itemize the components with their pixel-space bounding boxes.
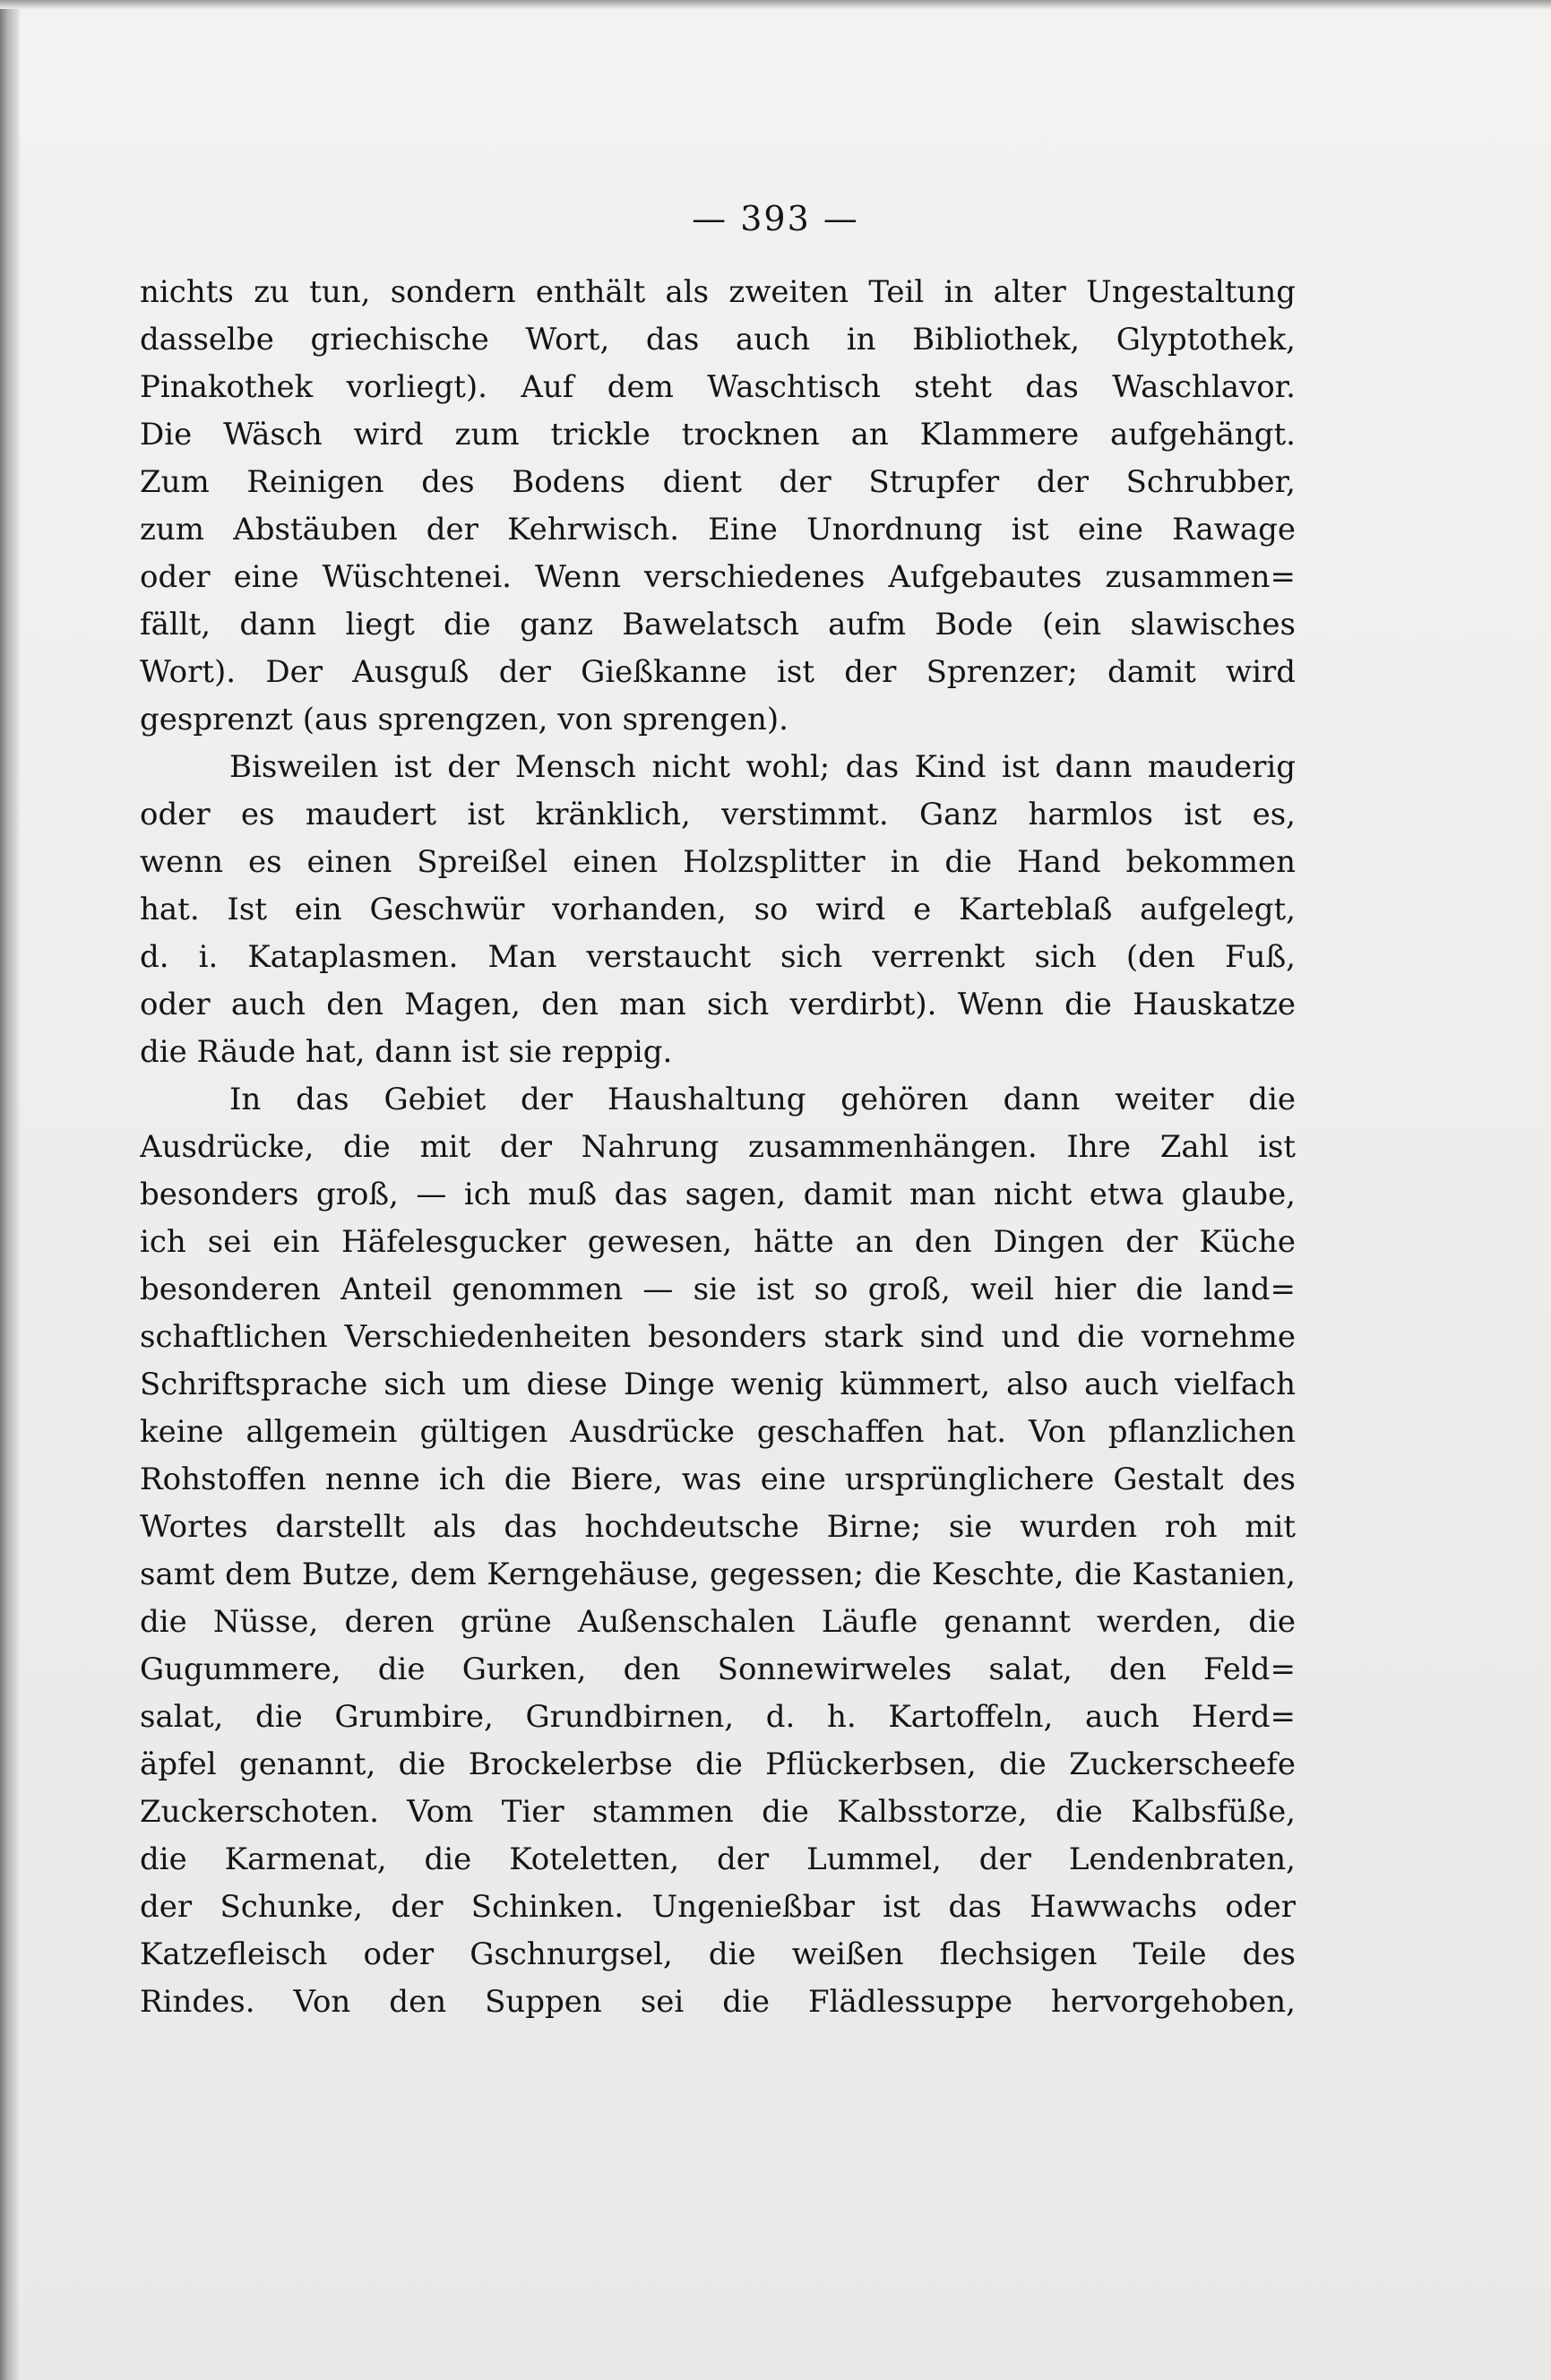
text-line: Zum Reinigen des Bodens dient der Strupfer der Schrubber, <box>140 464 1296 500</box>
text-line: oder es maudert ist kränklich, verstimmt. Ganz harmlos ist es, <box>140 797 1296 832</box>
text-line: oder auch den Magen, den man sich verdirbt). Wenn die Hauskatze <box>140 987 1296 1022</box>
text-line: der Schunke, der Schinken. Ungenießbar ist das Hawwachs oder <box>140 1889 1296 1925</box>
page-number: — 393 — <box>692 199 859 238</box>
text-line: Wortes darstellt als das hochdeutsche Birne; sie wurden roh mit <box>140 1509 1296 1545</box>
text-line: besonderen Anteil genommen — sie ist so groß, weil hier die land= <box>140 1272 1296 1307</box>
text-line: Pinakothek vorliegt). Auf dem Waschtisch steht das Waschlavor. <box>140 369 1296 405</box>
text-line: Schriftsprache sich um diese Dinge wenig kümmert, also auch vielfach <box>140 1367 1296 1402</box>
paragraph-first-line: Bisweilen ist der Mensch nicht wohl; das Kind ist dann mauderig <box>229 749 1296 785</box>
body-text <box>140 269 1296 2026</box>
text-line: d. i. Kataplasmen. Man verstaucht sich verrenkt sich (den Fuß, <box>140 939 1296 975</box>
text-line: keine allgemein gültigen Ausdrücke geschaffen hat. Von pflanzlichen <box>140 1414 1296 1450</box>
scan-shadow-left <box>0 0 20 2380</box>
text-line: salat, die Grumbire, Grundbirnen, d. h. Kartoffeln, auch Herd= <box>140 1699 1296 1735</box>
text-line: besonders groß, — ich muß das sagen, damit man nicht etwa glaube, <box>140 1177 1296 1212</box>
text-line: Die Wäsch wird zum trickle trocknen an Klammere aufgehängt. <box>140 417 1296 453</box>
paragraph-first-line: In das Gebiet der Haushaltung gehören dann weiter die <box>229 1082 1296 1117</box>
text-line: Katzefleisch oder Gschnurgsel, die weißen flechsigen Teile des <box>140 1936 1296 1972</box>
text-line: fällt, dann liegt die ganz Bawelatsch aufm Bode (ein slawisches <box>140 607 1296 642</box>
text-line: Ausdrücke, die mit der Nahrung zusammenhängen. Ihre Zahl ist <box>140 1129 1296 1165</box>
text-line: dasselbe griechische Wort, das auch in Bibliothek, Glyptothek, <box>140 322 1296 358</box>
text-line: Wort). Der Ausguß der Gießkanne ist der Sprenzer; damit wird <box>140 654 1296 690</box>
text-line: samt dem Butze, dem Kerngehäuse, gegessen; die Keschte, die Kastanien, <box>140 1556 1296 1592</box>
scan-shadow-top <box>0 0 1551 9</box>
text-line: nichts zu tun, sondern enthält als zweiten Teil in alter Ungestaltung <box>140 274 1296 310</box>
text-line: äpfel genannt, die Brockelerbse die Pflückerbsen, die Zuckerscheefe <box>140 1746 1296 1782</box>
text-line: schaftlichen Verschiedenheiten besonders stark sind und die vornehme <box>140 1319 1296 1355</box>
text-line: hat. Ist ein Geschwür vorhanden, so wird e Karteblaß aufgelegt, <box>140 892 1296 927</box>
text-line: zum Abstäuben der Kehrwisch. Eine Unordnung ist eine Rawage <box>140 512 1296 548</box>
text-line: ich sei ein Häfelesgucker gewesen, hätte an den Dingen der Küche <box>140 1224 1296 1260</box>
text-line: Rohstoffen nenne ich die Biere, was eine ursprünglichere Gestalt des <box>140 1462 1296 1497</box>
text-line: die Nüsse, deren grüne Außenschalen Läufle genannt werden, die <box>140 1604 1296 1640</box>
text-line: die Karmenat, die Koteletten, der Lummel, der Lendenbraten, <box>140 1841 1296 1877</box>
paragraph-last-line: gesprenzt (aus sprengzen, von sprengen). <box>140 702 788 737</box>
text-line: oder eine Wüschtenei. Wenn verschiedenes Aufgebautes zusammen= <box>140 559 1296 595</box>
text-line: wenn es einen Spreißel einen Holzsplitter in die Hand bekommen <box>140 844 1296 880</box>
paragraph-last-line: die Räude hat, dann ist sie reppig. <box>140 1034 673 1070</box>
text-line: Rindes. Von den Suppen sei die Flädlessuppe hervorgehoben, <box>140 1984 1296 2020</box>
text-line: Zuckerschoten. Vom Tier stammen die Kalbsstorze, die Kalbsfüße, <box>140 1794 1296 1830</box>
text-line: Gugummere, die Gurken, den Sonnewirweles salat, den Feld= <box>140 1651 1296 1687</box>
